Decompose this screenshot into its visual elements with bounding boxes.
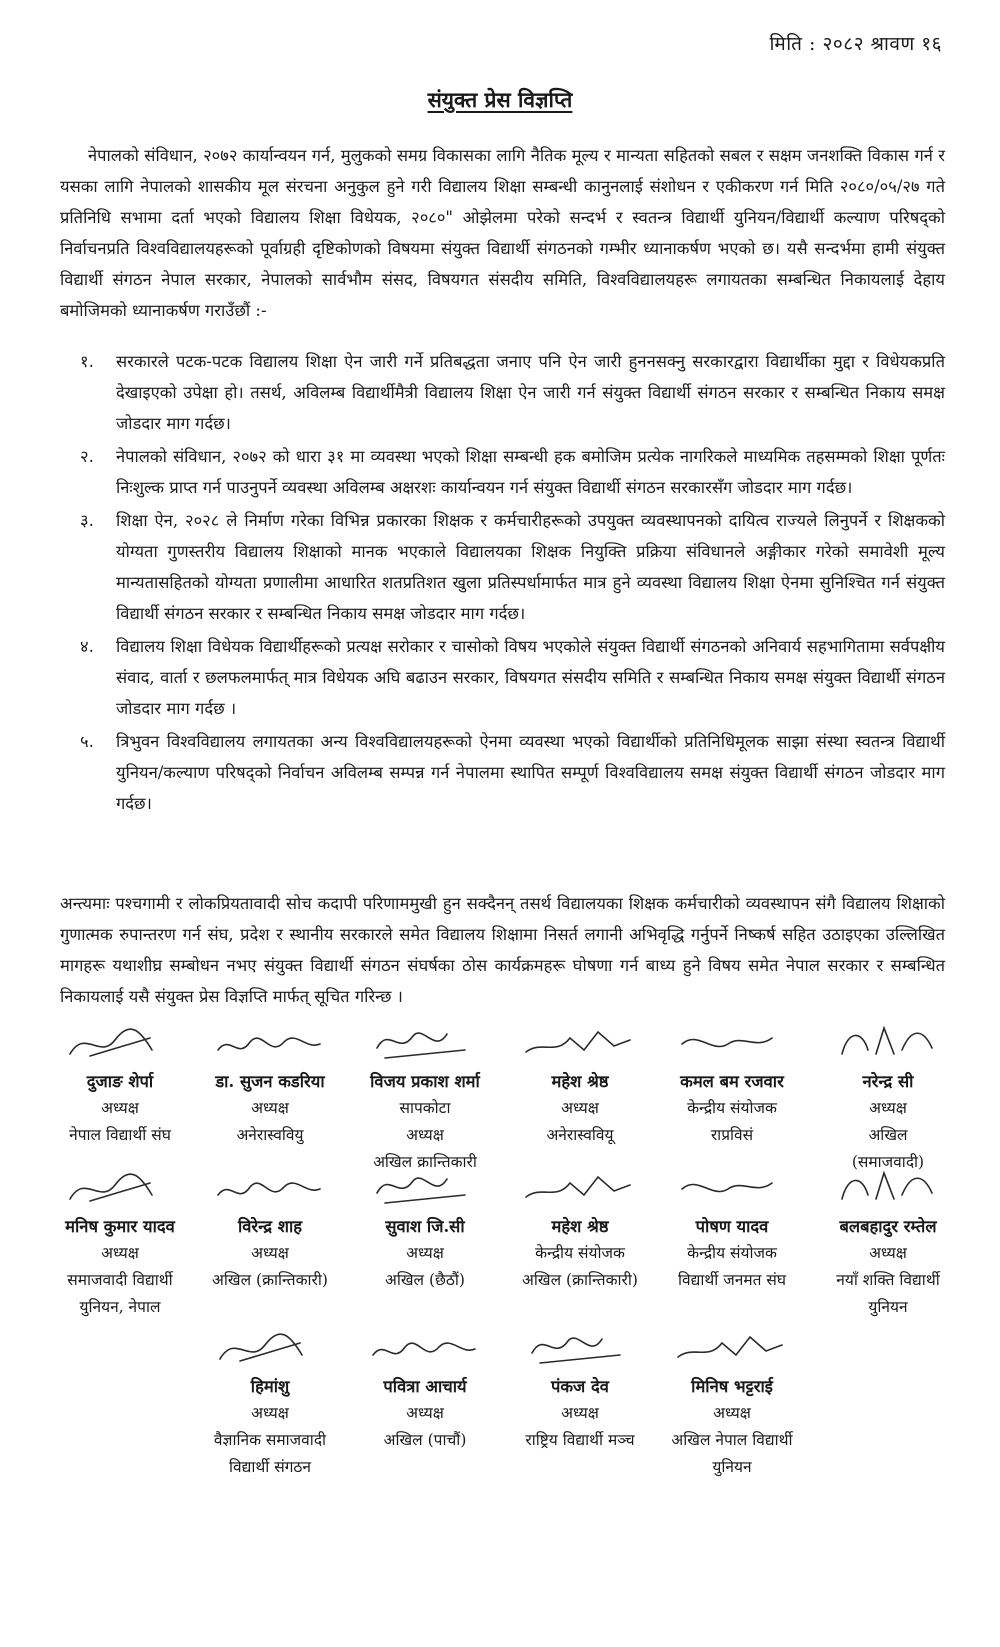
signatory-title: अध्यक्ष bbox=[406, 1404, 444, 1422]
signatory-title: केन्द्रीय संयोजक bbox=[687, 1099, 777, 1117]
signature-scribble bbox=[672, 1020, 792, 1068]
demand-number: ४. bbox=[80, 637, 94, 656]
signatory-title: अध्यक्ष bbox=[713, 1404, 751, 1422]
signatory-org: विद्यार्थी जनमत संघ bbox=[677, 1271, 787, 1289]
signatory-name: पवित्रा आचार्य bbox=[383, 1377, 467, 1396]
signature-row bbox=[40, 1165, 960, 1315]
demand-item bbox=[60, 441, 945, 503]
signatory bbox=[652, 1165, 812, 1294]
signatory-name: हिमांशु bbox=[250, 1377, 290, 1396]
signatory-org: अखिल (क्रान्तिकारी) bbox=[522, 1271, 638, 1289]
signatory bbox=[190, 1325, 350, 1481]
signatory-title: अध्यक्ष bbox=[251, 1244, 289, 1262]
date-line: मिति : २०८२ श्रावण १६ bbox=[769, 33, 942, 55]
signature-scribble bbox=[672, 1165, 792, 1213]
signatory-org-line2: अखिल क्रान्तिकारी bbox=[373, 1153, 477, 1171]
demand-text: सरकारले पटक-पटक विद्यालय शिक्षा ऐन जारी गर्ने प्रतिबद्धता जनाए पनि ऐन जारी हुननसक्नु सरकारद्वारा विद्यार्थीका मुद्दा र विधेयकप्रति देखाइएको उपेक्षा हो। तसर्थ, अविलम्ब विद्यार्थीमैत्री विद्यालय शिक्षा ऐन जारी गर्न संयुक्त विद्यार्थी संगठन सरकार र सम्बन्धित निकाय समक्ष जोडदार माग गर्दछ। bbox=[116, 352, 945, 433]
signatory-title: केन्द्रीय संयोजक bbox=[687, 1244, 777, 1262]
signatory bbox=[500, 1325, 660, 1454]
signatory-org-line2: (समाजवादी) bbox=[851, 1153, 925, 1171]
signature-scribble bbox=[672, 1325, 792, 1373]
signatory-title: अध्यक्ष bbox=[869, 1099, 907, 1117]
signature-scribble bbox=[365, 1165, 485, 1213]
signatory-org: अनेरास्ववियु bbox=[236, 1126, 304, 1144]
signature-scribble bbox=[828, 1165, 948, 1213]
signature-scribble bbox=[365, 1325, 485, 1373]
signatory bbox=[345, 1325, 505, 1454]
intro-paragraph: नेपालको संविधान, २०७२ कार्यान्वयन गर्न, मुलुकको समग्र विकासका लागि नैतिक मूल्य र मान्यता सहितको सबल र सक्षम जनशक्ति विकास गर्न र यसका लागि नेपालको शासकीय मूल संरचना अनुकुल हुने गरी विद्यालय शिक्षा सम्बन्धी कानुनलाई संशोधन र एकीकरण गर्न मिति २०८०/०५/२७ गते प्रतिनिधि सभामा दर्ता भएको विद्यालय शिक्षा विधेयक, २०८०" ओझेलमा परेको सन्दर्भ र स्वतन्त्र विद्यार्थी युनियन/विद्यार्थी कल्याण परिषद्‌को निर्वाचनप्रति विश्वविद्यालयहरूको पूर्वाग्रही दृष्टिकोणको विषयमा संयुक्त विद्यार्थी संगठनको गम्भीर ध्यानाकर्षण भएको छ। यसै सन्दर्भमा हामी संयुक्त विद्यार्थी संगठन नेपाल सरकार, नेपालको सार्वभौम संसद, विषयगत संसदीय समिति, विश्वविद्यालयहरू लगायतका सम्बन्धित निकायलाई देहाय बमोजिमको ध्यानाकर्षण गराउँछौं :- bbox=[60, 146, 945, 320]
signature-row bbox=[40, 1325, 960, 1475]
signature-scribble bbox=[60, 1020, 180, 1068]
signatory-name: सुवाश जि.सी bbox=[385, 1217, 465, 1236]
signatory-org: वैज्ञानिक समाजवादी bbox=[213, 1431, 327, 1449]
signatory-org: अखिल bbox=[868, 1126, 908, 1144]
signatory bbox=[500, 1020, 660, 1149]
signatory-name: मनिष कुमार यादव bbox=[65, 1217, 175, 1236]
signatory-title: अध्यक्ष bbox=[101, 1244, 139, 1262]
signatory bbox=[500, 1165, 660, 1294]
signatory bbox=[652, 1325, 812, 1481]
signatory-title: अध्यक्ष bbox=[251, 1404, 289, 1422]
demand-item bbox=[60, 631, 945, 724]
signatory bbox=[190, 1020, 350, 1149]
signatory bbox=[345, 1165, 505, 1294]
signatory-org: अध्यक्ष bbox=[406, 1126, 444, 1144]
signature-scribble bbox=[60, 1165, 180, 1213]
signatory-name: पोषण यादव bbox=[695, 1217, 769, 1236]
signatory-title: अध्यक्ष bbox=[561, 1099, 599, 1117]
signatory-name: दुजाङ शेर्पा bbox=[86, 1072, 154, 1091]
demand-text: शिक्षा ऐन, २०२८ ले निर्माण गरेका विभिन्न प्रकारका शिक्षक र कर्मचारीहरूको उपयुक्त व्यवस्थापनको दायित्व राज्यले लिनुपर्ने र शिक्षकको योग्यता गुणस्तरीय विद्यालय शिक्षाको मानक भएकाले विद्यालयका शिक्षक नियुक्ति प्रक्रिया संविधानले अङ्गीकार गरेको समावेशी मूल्य मान्यतासहितको योग्यता प्रणालीमा आधारित शतप्रतिशत खुला प्रतिस्पर्धामार्फत मात्र हुने व्यवस्था विद्यालय शिक्षा ऐनमा सुनिश्चित गर्न संयुक्त विद्यार्थी संगठन सरकार र सम्बन्धित निकाय समक्ष जोडदार माग गर्दछ। bbox=[116, 511, 945, 623]
demand-number: ५. bbox=[80, 732, 94, 751]
signature-scribble bbox=[828, 1020, 948, 1068]
signatory-title: अध्यक्ष bbox=[101, 1099, 139, 1117]
signature-row bbox=[40, 1020, 960, 1170]
signatory-org-line2: युनियन bbox=[712, 1458, 752, 1476]
signatory bbox=[808, 1020, 968, 1176]
signatory-name: मिनिष भट्टराई bbox=[691, 1377, 773, 1396]
signatory bbox=[345, 1020, 505, 1176]
demand-number: ३. bbox=[80, 511, 94, 530]
signature-scribble bbox=[365, 1020, 485, 1068]
signatory-name: विरेन्द्र शाह bbox=[237, 1217, 303, 1236]
demand-text: त्रिभुवन विश्वविद्यालय लगायतका अन्य विश्वविद्यालयहरूको ऐनमा व्यवस्था भएको विद्यार्थीको प्रतिनिधिमूलक साझा संस्था स्वतन्त्र विद्यार्थी युनियन/कल्याण परिषद्‌को निर्वाचन अविलम्ब सम्पन्न गर्न नेपालमा स्थापित सम्पूर्ण विश्वविद्यालय समक्ष संयुक्त विद्यार्थी संगठन जोडदार माग गर्दछ। bbox=[116, 732, 945, 813]
signatory-org: समाजवादी विद्यार्थी bbox=[67, 1271, 173, 1289]
demand-item bbox=[60, 505, 945, 629]
demand-text: विद्यालय शिक्षा विधेयक विद्यार्थीहरूको प्रत्यक्ष सरोकार र चासोको विषय भएकोले संयुक्त विद्यार्थी संगठनको अनिवार्य सहभागितामा सर्वपक्षीय संवाद, वार्ता र छलफलमार्फत् मात्र विधेयक अघि बढाउन सरकार, विषयगत संसदीय समिति र सम्बन्धित निकाय समक्ष संयुक्त विद्यार्थी संगठन जोडदार माग गर्दछ । bbox=[116, 637, 945, 718]
signatory-title: अध्यक्ष bbox=[251, 1099, 289, 1117]
signature-scribble bbox=[520, 1325, 640, 1373]
signature-scribble bbox=[210, 1020, 330, 1068]
signatory-org-line2: युनियन bbox=[868, 1298, 908, 1316]
signature-scribble bbox=[520, 1020, 640, 1068]
signatory-title: अध्यक्ष bbox=[869, 1244, 907, 1262]
document-title: संयुक्त प्रेस विज्ञप्ति bbox=[427, 87, 573, 112]
signatory bbox=[652, 1020, 812, 1149]
signature-scribble bbox=[210, 1165, 330, 1213]
demand-number: २. bbox=[80, 447, 94, 466]
signatory-name: कमल बम रजवार bbox=[680, 1072, 784, 1091]
signature-scribble bbox=[210, 1325, 330, 1373]
demand-item bbox=[60, 726, 945, 819]
signatory bbox=[190, 1165, 350, 1294]
signatory-org: नेपाल विद्यार्थी संघ bbox=[69, 1126, 171, 1144]
signatory-org-line2: युनियन, नेपाल bbox=[79, 1298, 161, 1316]
signatory-title: अध्यक्ष bbox=[561, 1404, 599, 1422]
signatory bbox=[40, 1165, 200, 1321]
signatory-name: डा. सुजन कडरिया bbox=[215, 1072, 325, 1091]
demand-number: १. bbox=[80, 352, 94, 371]
signatory-title: केन्द्रीय संयोजक bbox=[535, 1244, 625, 1262]
conclusion-paragraph: अन्त्यमाः पश्चगामी र लोकप्रियतावादी सोच कदापी परिणाममुखी हुन सक्दैनन् तसर्थ विद्यालयका शिक्षक कर्मचारीको व्यवस्थापन संगै विद्यालय शिक्षाको गुणात्मक रुपान्तरण गर्न संघ, प्रदेश र स्थानीय सरकारले समेत विद्यालय शिक्षामा निसर्त लगानी अभिवृद्धि गर्नुपर्ने निष्कर्ष सहित उठाइएका उल्लिखित मागहरू यथाशीघ्र सम्बोधन नभए संयुक्त विद्यार्थी संगठन संघर्षका ठोस कार्यक्रमहरू घोषणा गर्न बाध्य हुने विषय समेत नेपाल सरकार र सम्बन्धित निकायलाई यसै संयुक्त प्रेस विज्ञप्ति मार्फत् सूचित गरिन्छ । bbox=[60, 894, 945, 1006]
signature-scribble bbox=[520, 1165, 640, 1213]
signatory-title: अध्यक्ष bbox=[406, 1244, 444, 1262]
signatory-name: महेश श्रेष्ठ bbox=[551, 1072, 609, 1091]
signatory-org: अखिल (क्रान्तिकारी) bbox=[212, 1271, 328, 1289]
signatory bbox=[40, 1020, 200, 1149]
signatory-name: नरेन्द्र सी bbox=[862, 1072, 914, 1091]
signatory-org: अनेरास्ववियू bbox=[546, 1126, 614, 1144]
signatory-org: अखिल (छैठौं) bbox=[385, 1271, 465, 1289]
signatory-org: राप्रविसं bbox=[710, 1126, 754, 1144]
signatory bbox=[808, 1165, 968, 1321]
demand-item bbox=[60, 346, 945, 439]
signatory-org: अखिल (पाचौं) bbox=[383, 1431, 467, 1449]
signatory-org: अखिल नेपाल विद्यार्थी bbox=[671, 1431, 793, 1449]
signatory-org: नयाँ शक्ति विद्यार्थी bbox=[836, 1271, 940, 1289]
demands-list bbox=[60, 346, 945, 821]
signatory-name: बलबहादुर रम्तेल bbox=[839, 1217, 937, 1236]
signatory-name: महेश श्रेष्ठ bbox=[551, 1217, 609, 1236]
signatory-title: सापकोटा bbox=[399, 1099, 451, 1117]
signatory-org-line2: विद्यार्थी संगठन bbox=[228, 1458, 312, 1476]
signatory-name: विजय प्रकाश शर्मा bbox=[370, 1072, 480, 1091]
signatory-org: राष्ट्रिय विद्यार्थी मञ्च bbox=[525, 1431, 635, 1449]
signatory-name: पंकज देव bbox=[551, 1377, 609, 1396]
demand-text: नेपालको संविधान, २०७२ को धारा ३१ मा व्यवस्था भएको शिक्षा सम्बन्धी हक बमोजिम प्रत्येक नागरिकले माध्यमिक तहसम्मको शिक्षा पूर्णतः निःशुल्क प्राप्त गर्न पाउनुपर्ने व्यवस्था अविलम्ब अक्षरशः कार्यान्वयन गर्न संयुक्त विद्यार्थी संगठन सरकारसँग जोडदार माग गर्दछ। bbox=[116, 447, 945, 497]
